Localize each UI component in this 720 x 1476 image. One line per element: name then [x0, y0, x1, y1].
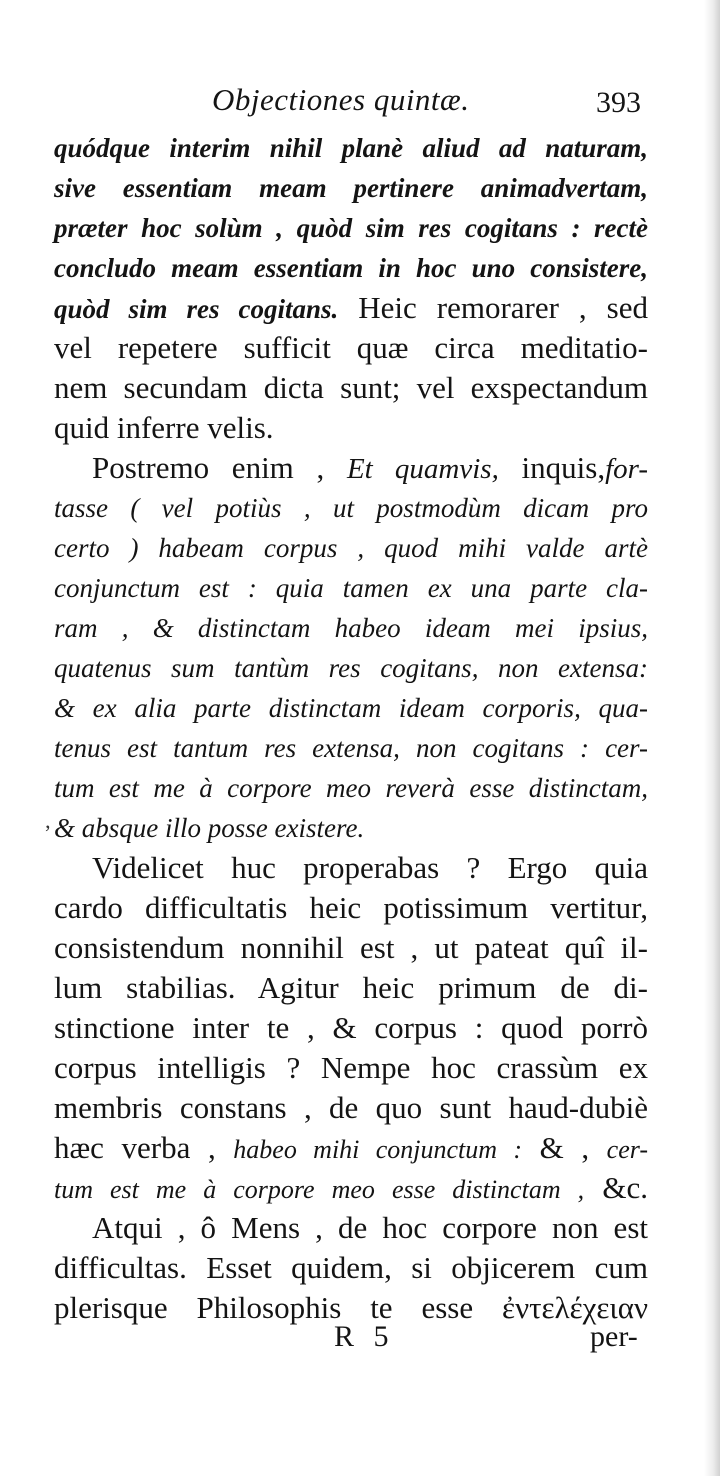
- text-line: Atqui , ô Mens , de hoc corpore non est: [92, 1210, 648, 1245]
- page-footer: [0, 1320, 720, 1360]
- text-line: concludo meam essentiam in hoc uno consistere,: [54, 253, 648, 283]
- page-edge-shadow: [704, 0, 720, 1476]
- text-line: conjunctum est : quia tamen ex una parte cla-: [54, 573, 648, 603]
- text-line: tasse ( vel potiùs , ut postmodùm dicam pro: [54, 493, 648, 523]
- italic-run: Et quamvis,: [346, 453, 499, 485]
- text-line: membris constans , de quo sunt haud-dubiè: [54, 1090, 648, 1125]
- roman-run: &c.: [584, 1170, 648, 1205]
- catchword: per-: [590, 1320, 638, 1353]
- roman-run: Postremo enim ,: [92, 450, 347, 485]
- text-line: [54, 1128, 648, 1168]
- text-line: quódque interim nihil planè aliud ad naturam,: [54, 133, 648, 163]
- text-line: ram , & distinctam habeo ideam mei ipsius,: [54, 613, 648, 643]
- page-header: [0, 82, 720, 126]
- text-line: stinctione inter te , & corpus : quod porrò: [54, 1010, 648, 1045]
- margin-mark: ‚: [44, 808, 52, 833]
- text-line: Videlicet huc properabas ? Ergo quia: [92, 850, 648, 885]
- text-line: sive essentiam meam pertinere animadvertam,: [54, 173, 648, 203]
- text-line: vel repetere sufficit quæ circa meditatio-: [54, 330, 648, 365]
- roman-run: inquis,: [498, 450, 606, 485]
- body-text: [54, 128, 648, 1328]
- running-head: Objectiones quintæ.: [212, 82, 470, 117]
- roman-run: Heic remorarer , sed: [338, 290, 648, 325]
- italic-run: cer-: [606, 1135, 648, 1164]
- text-line: lum stabilias. Agitur heic primum de di-: [54, 970, 648, 1005]
- italic-run: for-: [605, 453, 649, 485]
- text-line: consistendum nonnihil est , ut pateat quî il-: [54, 930, 648, 965]
- text-line: difficultas. Esset quidem, si objicerem cum: [54, 1250, 648, 1285]
- text-line: plerisque Philosophis te esse ἐντελέχειαν: [54, 1290, 648, 1325]
- text-line: [54, 288, 648, 328]
- text-line: cardo difficultatis heic potissimum vertitur,: [54, 890, 648, 925]
- text-line: corpus intelligis ? Nempe hoc crassùm ex: [54, 1050, 648, 1085]
- text-line: quatenus sum tantùm res cogitans, non extensa:: [54, 653, 648, 683]
- text-line: nem secundam dicta sunt; vel exspectandum: [54, 370, 648, 405]
- roman-run: & ,: [522, 1130, 607, 1165]
- text-line: tum est me à corpore meo reverà esse distinctam,: [54, 773, 648, 803]
- roman-run: hæc verba ,: [54, 1130, 234, 1165]
- italic-run: tum est me à corpore meo esse distinctam ,: [54, 1175, 585, 1204]
- text-line: certo ) habeam corpus , quod mihi valde artè: [54, 533, 648, 563]
- text-line: [54, 448, 648, 488]
- text-line: [54, 1168, 648, 1208]
- text-line: & ex alia parte distinctam ideam corporis, qua-: [54, 693, 648, 723]
- text-line: præter hoc solùm , quòd sim res cogitans : rectè: [54, 213, 648, 243]
- italic-run: quòd sim res cogitans.: [54, 294, 339, 324]
- page-number: 393: [596, 86, 641, 119]
- text-line: & absque illo posse existere.: [54, 813, 365, 843]
- text-line: tenus est tantum res extensa, non cogitans : cer-: [54, 733, 648, 763]
- text-line: quid inferre velis.: [54, 410, 274, 445]
- signature-mark: R 5: [334, 1320, 395, 1353]
- italic-run: habeo mihi conjunctum :: [233, 1135, 523, 1164]
